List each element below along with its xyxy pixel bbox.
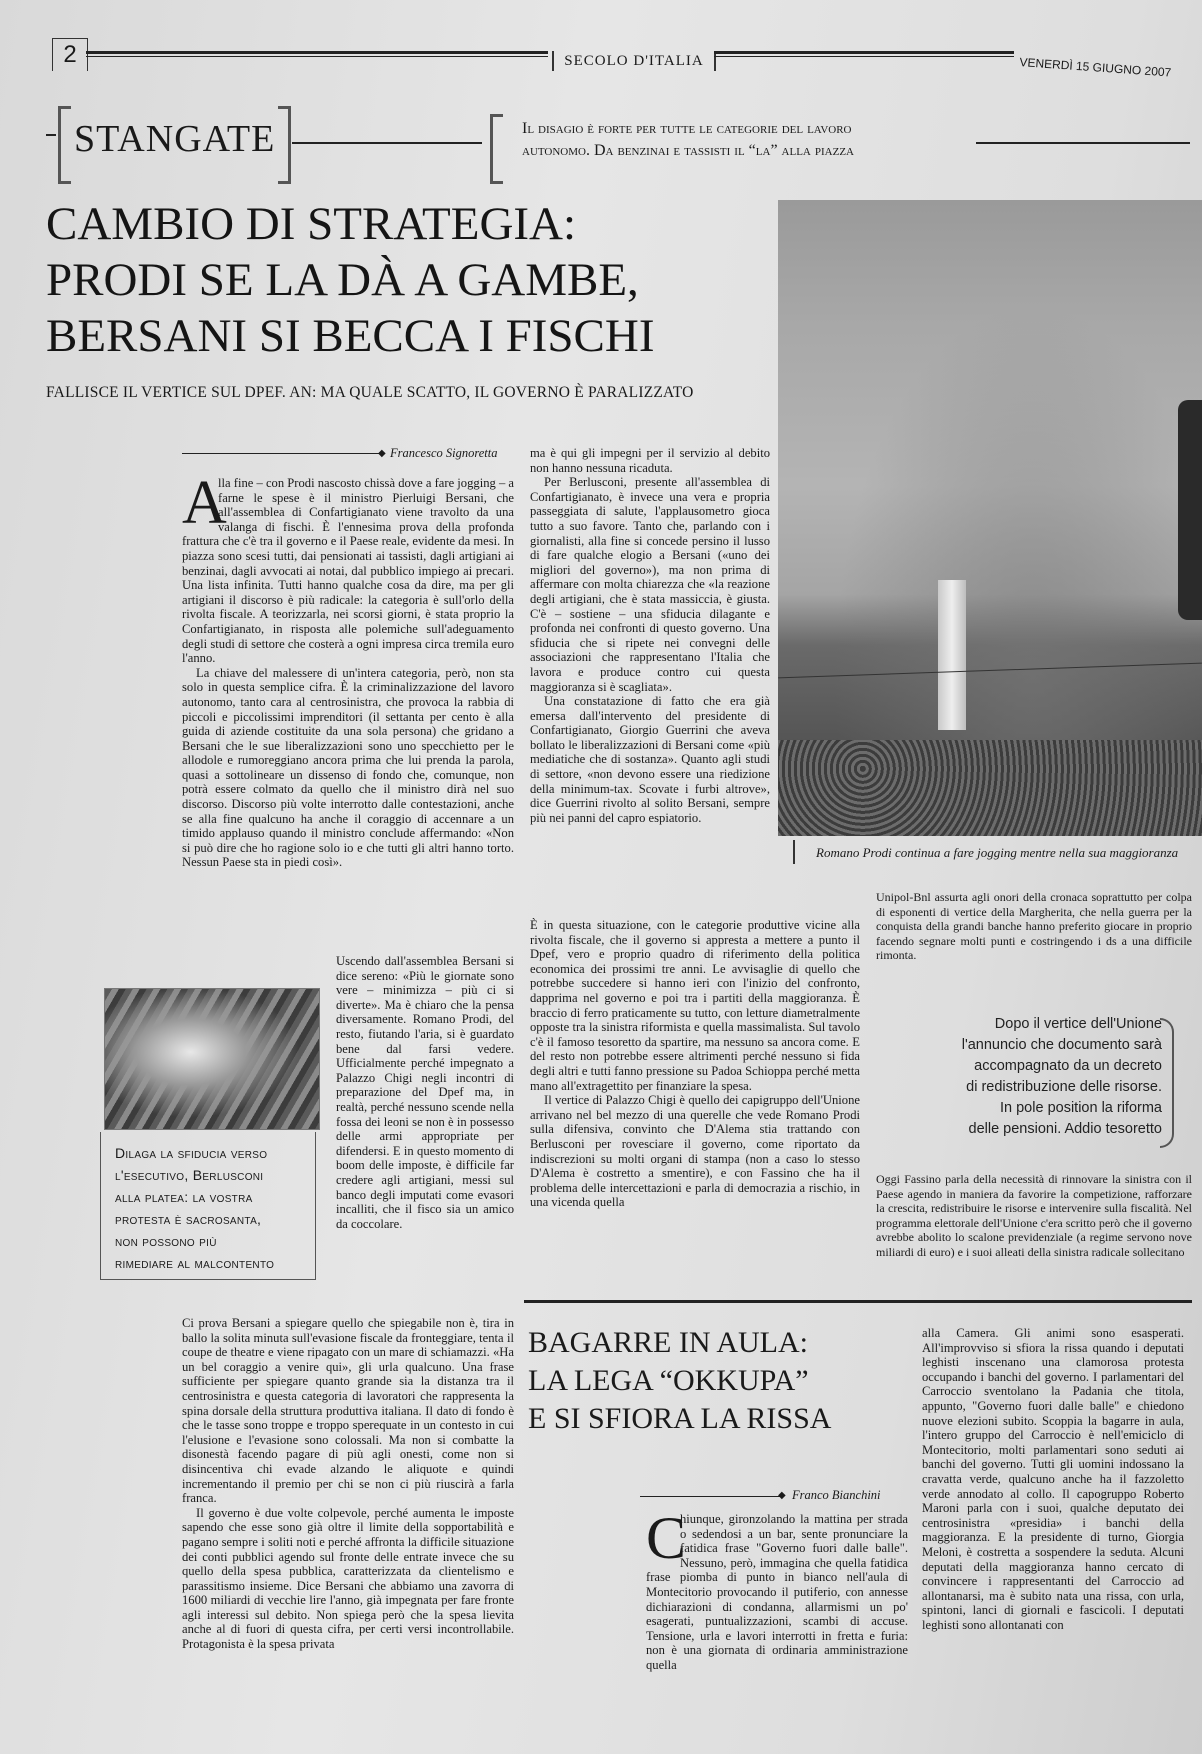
section-bracket-left (58, 106, 71, 184)
article2-headline-line-1: BAGARRE IN AULA: (528, 1326, 809, 1359)
article1-paragraph: Per Berlusconi, presente all'assemblea di Confartigianato, è invece una vera e propria passeggiata di salute, l'applausometro gioca tutto a suo favore. Tanto che, parlando con i giornalisti, alla fine si concede persino il lusso di fare qualche elogio a Bersani («uno dei migliori del governo»), ma non prima di affermare con molta chiarezza che «la reazione degli artigiani, che è stata massiccia, è giusta. C'è – sostiene – una sfiducia dilagante e profonda nei confronti di questo governo. Una sfiducia che si ripete nei convegni delle associazioni che rappresentano l'Italia che lavora e produce contro cui questa maggioranza si è scagliata». (530, 475, 770, 694)
kicker-line-2: autonomo. Da benzinai e tassisti il “la” alla piazza (522, 142, 854, 159)
pullquote-line-2: l'annuncio che documento sarà (961, 1037, 1162, 1053)
article2-drop-cap: C (646, 1512, 687, 1571)
article1-paragraph: La chiave del malessere di un'intera categoria, però, non sta solo in questa semplice cifra. È la criminalizzazione del lavoro autonomo, tanto cara al centrosinistra, che provoca la rabbia di piccoli e piccolissimi imprenditori (il settanta per cento è alla guida di aziende costituite da una sola persona) che gridano a Bersani che le sue liberalizzazioni sono uno specchietto per le allodole e rumoreggiano ancora prima che lui prenda la parola, quasi a sottolineare un dissenso di fondo che, comunque, non potrà essere colmato da quello che il ministro dirà nel suo discorso. Discorso più volte interrotto dalle contestazioni, anche se alla fine qualcuno ha anche il coraggio di accennare a un timido applauso quando il ministro conclude affermando: «Non si può dire che ho ragione solo io e che tutti gli altri hanno torto. Nessun Paese sta in piedi così». (182, 665, 514, 870)
issue-date: VENERDÌ 15 GIUGNO 2007 (1019, 55, 1172, 80)
article1-paragraph: Oggi Fassino parla della necessità di rinnovare la sinistra con il Paese agendo in maniera da favorire la competizione, rafforzare la crescita, redistribuire le risorse e intervenire sulla fiscalità. Nel programma elettorale dell'Unione c'era scritto però che il governo avrebbe abolito lo scalone previdenziale (a regime servono nove miliardi di euro) e i suoi alleati della sinistra radicale sollecitano (876, 1172, 1192, 1259)
pullquote-bracket (1160, 1018, 1174, 1148)
pullquote-line-3: accompagnato da un decreto (974, 1058, 1162, 1074)
section-rule-middle (292, 142, 482, 144)
main-headline (46, 196, 776, 364)
article1-paragraph: Una constatazione di fatto che era già emersa dall'intervento del presidente di Confartigianato, Giorgio Guerrini che aveva bollato le liberalizzazioni di Bersani come «più mediatiche che di sostanza». Quanto agli studi di settore, «non devono essere una riedizione della minimum-tax. Scovate i furbi altrove», dice Guerrini rivolto al solito Bersani, sempre più nei panni del capro espiatorio. (530, 694, 770, 825)
article2-paragraph: hiunque, gironzolando la mattina per strada o sedendosi a un bar, sente pronunciare la fatidica frase "Governo fuori dalle balle". Nessuno, però, immagina che quella fatidica frase piomba di punto in bianco nell'aula di Montecitorio provocando il putiferio, con annesse dichiarazioni di condanna, allarmismi un po' esagerati, puntualizzazioni, scambi di accuse. Tensione, urla e lavori interrotti in fretta e furia: non è una giornata di ordinaria amministrazione quella (646, 1512, 908, 1672)
photo-shrubs (778, 740, 1202, 836)
article2-top-rule (524, 1300, 1192, 1303)
small-caption-line-2: l'esecutivo, Berlusconi (115, 1167, 264, 1183)
byline-diamond-1: ◆ (378, 448, 386, 459)
drop-cap: A (182, 476, 227, 537)
article1-column-1-narrow (336, 954, 514, 1314)
article1-paragraph: Il governo è due volte colpevole, perché aumenta le imposte sapendo che esse sono già oltre il limite della sopportabilità e pagano sempre i soliti noti e perché affronta la difficile situazione dei conti pubblici agendo sul fronte delle entrate invece che su quello della spesa pubblica, caratterizzata da clientelismo e parassitismo insieme. Dice Bersani che abbiamo una zavorra di 1600 miliardi di vecchie lire l'anno, già impegnata per fare fronte agli interessi sul debito. Non spiega però che la spesa lievita anche al di fuori di questa cifra, per certi versi incontrollabile. Protagonista è la spesa privata (182, 1505, 514, 1652)
section-rule-left-stub (46, 134, 56, 136)
article1-paragraph: Uscendo dall'assemblea Bersani si dice sereno: «Più le giornate sono vere – minimizza – più ci si diverte». Ma è chiaro che la pensa diversamente. Romano Prodi, del resto, fiutando l'aria, si è guardato bene dal farsi vedere. Ufficialmente perché impegnato a Palazzo Chigi negli incontri di preparazione del Dpef ma, in realtà, perché nessuno scende nella fossa dei leoni se non è in possesso delle armi appropriate per difendersi. E in questo momento di boom delle imposte, è difficile far credere agli artigiani, messi sul banco degli imputati come evasori incalliti, che il fisco sia un amico da coccolare. (336, 954, 514, 1231)
page-number-text: 2 (63, 41, 77, 68)
kicker-line-1: Il disagio è forte per tutte le categorie del lavoro (522, 120, 852, 137)
header-rule-left-thin (86, 56, 548, 57)
article1-byline: Francesco Signoretta (390, 446, 498, 460)
section-kicker (522, 118, 982, 162)
article2-column-1 (646, 1512, 908, 1742)
small-photo-caption (100, 1132, 316, 1280)
byline-rule-2 (640, 1496, 780, 1497)
article1-paragraph: ma è qui gli impegni per il servizio al debito non hanno nessuna ricaduta. (530, 446, 770, 475)
pullquote-line-4: di redistribuzione delle risorse. (966, 1079, 1162, 1095)
article1-column-2-wide (530, 918, 860, 1270)
article2-column-2 (922, 1326, 1184, 1742)
article1-paragraph: Unipol-Bnl assurta agli onori della cronaca soprattutto per colpa di esponenti di vertice della Margherita, che nella guerra per la conquista della grandi banche hanno preferito giocare in proprio facendo segnare molti punti e costringendo i ds a una difficile rimonta. (876, 890, 1192, 963)
article1-column-2 (530, 446, 770, 916)
article1-paragraph: È in questa situazione, con le categorie produttive vicine alla rivolta fiscale, che il governo si appresta a mettere a punto il Dpef, vero e proprio quadro di riferimento della politica economica dei prossimi tre anni. Le avvisaglie di quello che potrebbe succedere si hanno ieri con l'inizio del confronto, dapprima nel governo e poi tra i partiti della maggioranza. È braccio di ferro praticamente su tutto, con letture diametralmente opposte tra la sinistra riformista e quella massimalista. Sul tavolo c'è il famoso tesoretto da spartire, ma nessuno sa ancora come. E del resto non potrebbe essere altrimenti perché nessuno si fida degli altri e tutti fanno pressione su Padoa Schioppa perché metta mano all'extragettito per finanziare la spesa. (530, 918, 860, 1093)
berlusconi-photo (104, 988, 320, 1130)
article1-paragraph: Il vertice di Palazzo Chigi è quello dei capigruppo dell'Unione arrivano nel bel mezzo di una querelle che vede Romano Prodi sulla difensiva, convinto che D'Alema stia trattando con Berlusconi per rovesciare il governo, come riportato da indiscrezioni su molti organi di stampa (non a caso lo stesso D'Alema è costretto a smentire), e con Fassino che ha il problema delle intercettazioni e parla di democrazia a rischio, in una vicenda quella (530, 1093, 860, 1210)
pullquote-line-5: In pole position la riforma (1000, 1100, 1162, 1116)
headline-line-3: BERSANI SI BECCA I FISCHI (46, 310, 655, 362)
small-caption-line-4: protesta è sacrosanta, (115, 1211, 262, 1227)
byline-diamond-2: ◆ (778, 1490, 786, 1501)
header-rule-right (714, 51, 1014, 54)
small-caption-line-1: Dilaga la sfiducia verso (115, 1145, 268, 1161)
main-photo-caption: Romano Prodi continua a fare jogging mentre nella sua maggioranza (816, 845, 1179, 860)
article1-paragraph: Ci prova Bersani a spiegare quello che spiegabile non è, tira in ballo la solita minuta sull'evasione fiscale da fronteggiare, tenta il coupe de theatre e viene ripagato con un mare di schiamazzi. «Ha un bel coraggio a venire qui», gli urla qualcuno. Una frase sufficiente per spiegare quanto grande sia la distanza tra il centrosinistra e questa categoria di lavoratori che rappresenta la spina dorsale della struttura produttiva italiana. Il dato di fondo è che le tasse sono troppe e troppo sperequate in un contesto in cui l'elusione e l'evasione sono colossali. Ma non si combatte la disonestà facendo pagare di più agli onesti, come non si disincentiva chi evade alzando le aliquote e quindi incrementando il premio per chi se non ci più riuscirà a farla franca. (182, 1316, 514, 1506)
article2-headline-line-3: E SI SFIORA LA RISSA (528, 1402, 832, 1435)
article2-headline (528, 1324, 908, 1438)
byline-rule-1 (182, 453, 382, 454)
headline-subtitle: FALLISCE IL VERTICE SUL DPEF. AN: MA QUALE SCATTO, IL GOVERNO È PARALIZZATO (46, 384, 694, 401)
photo-runner-shadow (1178, 400, 1202, 620)
section-bracket-right (278, 106, 291, 184)
page-number (52, 38, 88, 71)
headline-line-1: CAMBIO DI STRATEGIA: (46, 198, 577, 250)
pullquote-line-1: Dopo il vertice dell'Unione (994, 1016, 1162, 1032)
small-caption-line-6: rimediare al malcontento (115, 1255, 275, 1271)
photo-fence-post (938, 580, 966, 730)
article1-column-1-lower (182, 1316, 514, 1742)
pull-quote (900, 1014, 1162, 1140)
header-rule-right-thin (714, 56, 1014, 57)
publication-name: SECOLO D'ITALIA (552, 51, 716, 71)
article1-column-3-lower (876, 1172, 1192, 1268)
article1-column-3 (876, 890, 1192, 980)
article2-headline-line-2: LA LEGA “OKKUPA” (528, 1364, 809, 1397)
article2-paragraph: alla Camera. Gli animi sono esasperati. All'improvviso si sfiora la rissa quando i deputati leghisti inscenano una clamorosa protesta occupando i banchi del governo. I parlamentari del Carroccio sventolano la Padania che titola, appunto, "Governo fuori dalle balle" e chiedono nuove elezioni subito. Scoppia la bagarre in aula, l'intero gruppo del Carroccio è nell'emiciclo di Montecitorio, molti parlamentari sono seduti ai banchi del governo. Tutti gli uomini indossano la cravatta verde, qualcuno anche ha il fazzoletto verde annodato al collo. Il capogruppo Roberto Maroni parla con i suoi, qualche deputato dei centrosinistra «presidia» i banchi della maggioranza. E la presidente di turno, Giorgia Meloni, è costretta a sospendere la seduta. Alcuni deputati della maggioranza hanno cercato di convincere i rappresentanti del Carroccio ad allontanarsi, ma è subito nata una rissa, con urla, spintoni, lanci di giornali e fascicoli. I deputati leghisti sono allontanati con (922, 1326, 1184, 1632)
kicker-bracket (490, 114, 503, 184)
photo-wire (778, 663, 1202, 679)
small-caption-line-3: alla platea: la vostra (115, 1189, 253, 1205)
article2-byline: Franco Bianchini (792, 1488, 881, 1502)
article1-paragraph: lla fine – con Prodi nascosto chissà dove a fare jogging – a farne le spese è il ministro Pierluigi Bersani, che all'assemblea di Confartigianato viene travolto da una valanga di fischi. È l'ennesima prova della profonda frattura che c'è tra il governo e il Paese reale, evidente da mesi. In piazza sono scesi tutti, dai pensionati ai tassisti, dagli artigiani ai benzinai, dagli avvocati ai notai, dal pubblico impiego ai precari. Una lista infinita. Tutti hanno qualche cosa da dire, ma per gli artigiani il discorso è più radicale: la categoria è sull'orlo della rivolta fiscale. A teorizzarla, nei scorsi giorni, è stata proprio la Confartigianato, in risposta alle polemiche sull'adeguamento degli studi di settore che costerà a ogni impresa circa tremila euro l'anno. (182, 476, 514, 666)
headline-line-2: PRODI SE LA DÀ A GAMBE, (46, 254, 639, 306)
header-rule-left (86, 51, 548, 54)
kicker-rule (976, 142, 1190, 144)
pullquote-line-6: delle pensioni. Addio tesoretto (968, 1121, 1162, 1137)
article1-column-1 (182, 476, 514, 950)
section-label: STANGATE (74, 118, 276, 160)
prodi-jogging-photo (778, 200, 1202, 836)
small-caption-line-5: non possono più (115, 1233, 217, 1249)
photo-caption-rule (793, 840, 795, 864)
